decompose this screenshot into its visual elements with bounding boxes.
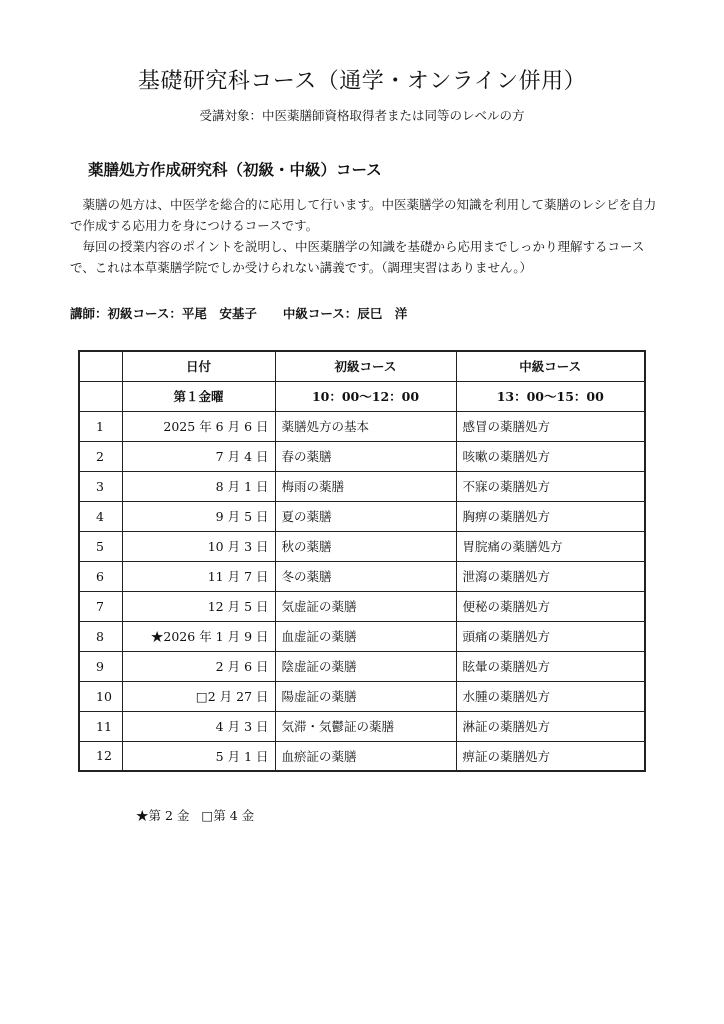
row-middle: 水腫の薬膳処方 xyxy=(456,681,645,711)
row-date: 10 月 3 日 xyxy=(122,531,275,561)
row-basic: 秋の薬膳 xyxy=(275,531,456,561)
header-date: 日付 xyxy=(122,351,275,381)
course-title: 薬膳処方作成研究科（初級・中級）コース xyxy=(88,160,382,179)
row-number: 10 xyxy=(79,681,122,711)
table-row xyxy=(79,411,645,441)
row-number: 12 xyxy=(79,741,122,771)
row-date: 5 月 1 日 xyxy=(122,741,275,771)
page-title: 基礎研究科コース（通学・オンライン併用） xyxy=(137,69,587,94)
table-row xyxy=(79,681,645,711)
schedule-body xyxy=(79,411,645,771)
row-basic: 冬の薬膳 xyxy=(275,561,456,591)
row-basic: 血虚証の薬膳 xyxy=(275,621,456,651)
row-number: 3 xyxy=(79,471,122,501)
table-row xyxy=(79,471,645,501)
row-basic: 陰虚証の薬膳 xyxy=(275,651,456,681)
description-paragraph-2: 毎回の授業内容のポイントを説明し、中医薬膳学の知識を基礎から応用までしっかり理解するコースで、これは本草薬膳学院でしか受けられない講義です。（調理実習はありません。） xyxy=(70,239,645,275)
table-row xyxy=(79,651,645,681)
row-middle: 痹証の薬膳処方 xyxy=(456,741,645,771)
lecturer-middle: 中級コース：辰巳 洋 xyxy=(282,306,408,321)
row-basic: 血瘀証の薬膳 xyxy=(275,741,456,771)
table-row xyxy=(79,711,645,741)
row-middle: 咳嗽の薬膳処方 xyxy=(456,441,645,471)
row-number: 5 xyxy=(79,531,122,561)
row-middle: 泄瀉の薬膳処方 xyxy=(456,561,645,591)
row-basic: 夏の薬膳 xyxy=(275,501,456,531)
row-number: 6 xyxy=(79,561,122,591)
row-middle: 不寐の薬膳処方 xyxy=(456,471,645,501)
schedule-table xyxy=(78,350,646,772)
table-row xyxy=(79,561,645,591)
row-middle: 頭痛の薬膳処方 xyxy=(456,621,645,651)
row-date: 8 月 1 日 xyxy=(122,471,275,501)
subheader-middle: 13：00～15：00 xyxy=(456,381,645,411)
header-middle: 中級コース xyxy=(456,351,645,381)
footnote xyxy=(136,806,254,824)
table-row xyxy=(79,441,645,471)
row-basic: 梅雨の薬膳 xyxy=(275,471,456,501)
row-number: 8 xyxy=(79,621,122,651)
row-basic: 春の薬膳 xyxy=(275,441,456,471)
row-date: 7 月 4 日 xyxy=(122,441,275,471)
header-basic: 初級コース xyxy=(275,351,456,381)
row-date: 11 月 7 日 xyxy=(122,561,275,591)
row-middle: 便秘の薬膳処方 xyxy=(456,591,645,621)
header-number xyxy=(79,351,122,381)
row-date: ★2026 年 1 月 9 日 xyxy=(122,621,275,651)
lecturers xyxy=(70,304,407,322)
row-middle: 淋証の薬膳処方 xyxy=(456,711,645,741)
description-paragraph-1: 薬膳の処方は、中医学を総合的に応用して行います。中医薬膳学の知識を利用して薬膳のレシピを自力で作成する応用力を身につけるコースです。 xyxy=(70,197,657,233)
table-header-row xyxy=(79,351,645,381)
row-date: □2 月 27 日 xyxy=(122,681,275,711)
table-row xyxy=(79,501,645,531)
row-date: 9 月 5 日 xyxy=(122,501,275,531)
table-row xyxy=(79,741,645,771)
table-row xyxy=(79,621,645,651)
table-subheader-row xyxy=(79,381,645,411)
row-middle: 胸痹の薬膳処方 xyxy=(456,501,645,531)
row-basic: 気虚証の薬膳 xyxy=(275,591,456,621)
footnote-box: □第 4 金 xyxy=(201,808,255,823)
subheader-date: 第１金曜 xyxy=(122,381,275,411)
subheader-basic: 10：00～12：00 xyxy=(275,381,456,411)
target-audience: 受講対象：中医薬膳師資格取得者または同等のレベルの方 xyxy=(199,108,525,123)
row-number: 9 xyxy=(79,651,122,681)
row-number: 11 xyxy=(79,711,122,741)
row-middle: 感冒の薬膳処方 xyxy=(456,411,645,441)
row-date: 2025 年 6 月 6 日 xyxy=(122,411,275,441)
row-basic: 気滞・気鬱証の薬膳 xyxy=(275,711,456,741)
table-row xyxy=(79,591,645,621)
row-number: 1 xyxy=(79,411,122,441)
row-date: 12 月 5 日 xyxy=(122,591,275,621)
row-date: 2 月 6 日 xyxy=(122,651,275,681)
lecturer-basic: 講師：初級コース：平尾 安基子 xyxy=(70,306,257,321)
row-number: 4 xyxy=(79,501,122,531)
subheader-number xyxy=(79,381,122,411)
row-basic: 陽虚証の薬膳 xyxy=(275,681,456,711)
row-number: 7 xyxy=(79,591,122,621)
row-number: 2 xyxy=(79,441,122,471)
footnote-star: ★第 2 金 xyxy=(136,808,190,823)
course-description xyxy=(70,194,660,278)
row-basic: 薬膳処方の基本 xyxy=(275,411,456,441)
table-row xyxy=(79,531,645,561)
row-middle: 眩暈の薬膳処方 xyxy=(456,651,645,681)
row-middle: 胃脘痛の薬膳処方 xyxy=(456,531,645,561)
row-date: 4 月 3 日 xyxy=(122,711,275,741)
